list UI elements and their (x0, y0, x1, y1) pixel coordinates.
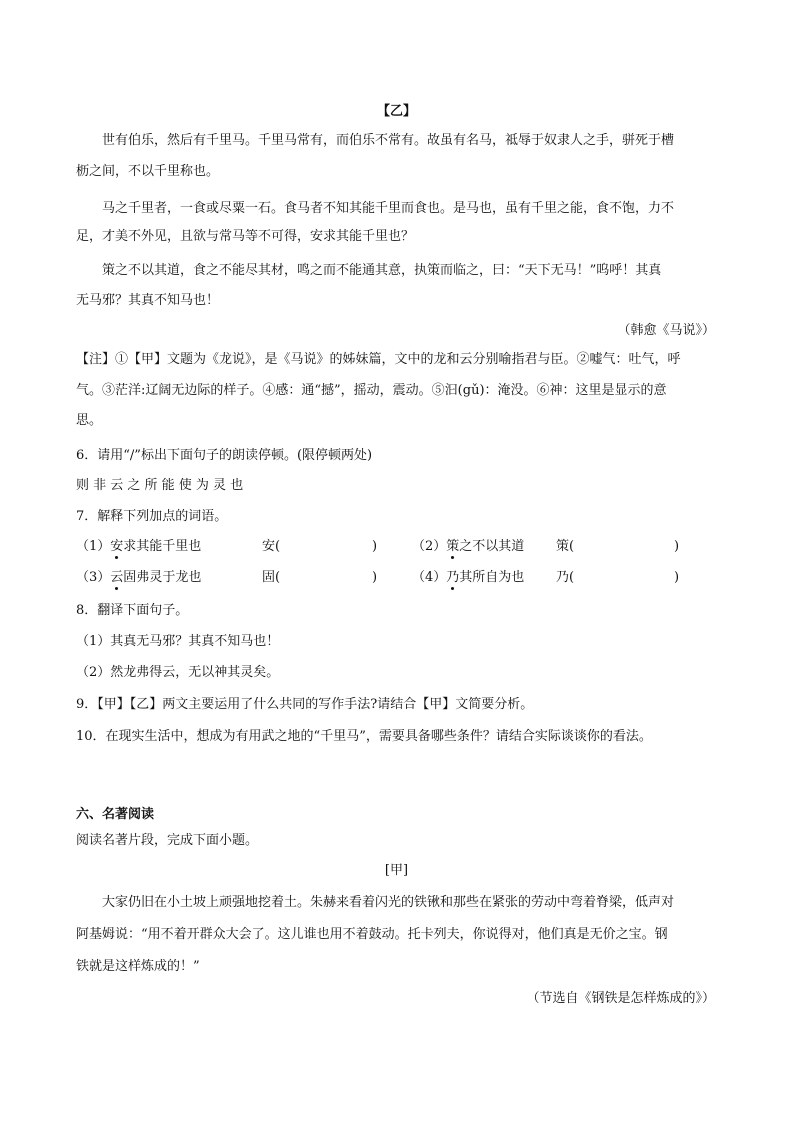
q9-prompt: 9．【甲】【乙】两文主要运用了什么共同的写作手法?请结合【甲】文简要分析。 (76, 697, 534, 712)
q7-item2-paren-open: ( (569, 539, 575, 554)
yi-p1-line2: 枥之间，不以千里称也。 (76, 164, 220, 179)
q7-item3 (76, 569, 201, 587)
q7-item4-answer (556, 569, 574, 587)
q7-item4-paren-open: ( (569, 570, 575, 585)
q8-sentence1: （1）其真无马邪？其真不知马也！ (76, 634, 280, 649)
q7-item2-answer (556, 538, 574, 556)
q10-prompt: 10．在现实生活中，想成为有用武之地的“千里马”，需要具备哪些条件？请结合实际谈谈你的看法。 (76, 729, 652, 744)
yi-heading: 【乙】 (376, 104, 416, 119)
q7-item4-num: （4） (412, 570, 447, 585)
yi-p1-line1: 世有伯乐，然后有千里马。千里马常有，而伯乐不常有。故虽有名马，祗辱于奴隶人之手，骈死于槽 (102, 133, 675, 148)
section6-intro: 阅读名著片段，完成下面小题。 (76, 833, 259, 848)
q7-item3-dotted2: 固 (123, 570, 137, 585)
q7-item4-word: 乃 (556, 570, 570, 585)
q7-item3-rest: 弗灵于龙也 (136, 570, 202, 585)
q7-item3-num: （3） (76, 570, 111, 585)
section6-source: （节选自《钢铁是怎样炼成的》） (526, 991, 715, 1006)
q7-item2 (412, 538, 524, 556)
yi-p3-line2: 无马邪？其真不知马也！ (76, 293, 220, 308)
q8-prompt: 8．翻译下面句子。 (76, 603, 189, 618)
yi-p2-line2: 足，才美不外见，且欲与常马等不可得，安求其能千里也？ (76, 229, 415, 244)
q7-item1-dotted: 安 (110, 539, 124, 554)
section6-p-line3: 铁就是这样炼成的！” (76, 959, 200, 974)
q7-item1-rest: 求其能千里也 (123, 539, 202, 554)
q7-item3-paren-open: ( (275, 570, 281, 585)
q7-item1-answer (262, 538, 280, 556)
q6-prompt: 6．请用“/”标出下面句子的朗读停顿。(限停顿两处) (76, 448, 373, 463)
q7-item2-rest: 之不以其道 (459, 539, 525, 554)
section6-p-line1: 大家仍旧在小土坡上顽强地挖着土。朱赫来看着闪光的铁锹和那些在紧张的劳动中弯着脊梁，低声对 (102, 895, 675, 910)
q7-item3-answer (262, 569, 280, 587)
q7-item1-num: （1） (76, 539, 111, 554)
q7-item4-rest: 其所自为也 (459, 570, 525, 585)
notes-line1: 【注】①【甲】文题为《龙说》，是《马说》的姊妹篇，文中的龙和云分别喻指君与臣。②嘘气：吐气，呼 (76, 352, 681, 367)
q7-item2-word: 策 (556, 539, 570, 554)
q7-item1-paren-open: ( (275, 539, 281, 554)
section6-p-line2: 阿基姆说：“用不着开群众大会了。这儿谁也用不着鼓动。托卡列夫，你说得对，他们真是无价之宝。钢 (76, 927, 668, 942)
q7-item3-word: 固 (262, 570, 276, 585)
yi-p2-line1: 马之千里者，一食或尽粟一石。食马者不知其能千里而食也。是马也，虽有千里之能，食不饱，力不 (102, 201, 675, 216)
q7-item4-paren-close: ) (674, 570, 680, 585)
q7-item2-paren-close: ) (674, 539, 680, 554)
q7-item4 (412, 569, 524, 587)
q6-sentence: 则 非 云 之 所 能 使 为 灵 也 (76, 478, 244, 493)
q7-item1-word: 安 (262, 539, 276, 554)
q7-item2-dotted: 策 (446, 539, 460, 554)
notes-line2: 气。③茫洋:辽阔无边际的样子。④感：通“撼”，摇动，震动。⑤汩(gǔ)：淹没。⑥神：这里是显示的意 (76, 383, 667, 398)
section6-title: 六、名著阅读 (76, 807, 155, 822)
q8-sentence2: （2）然龙弗得云，无以神其灵矣。 (76, 665, 280, 680)
q7-item4-dotted: 乃 (446, 570, 460, 585)
yi-p3-line1: 策之不以其道，食之不能尽其材，鸣之而不能通其意，执策而临之，曰：“天下无马！”呜呼！其真 (102, 263, 662, 278)
q7-item3-dotted: 云 (110, 570, 124, 585)
q7-item1 (76, 538, 201, 556)
q7-item3-paren-close: ) (372, 570, 378, 585)
q7-prompt: 7．解释下列加点的词语。 (76, 509, 228, 524)
section6-jia-heading: [甲] (384, 863, 409, 878)
q7-item1-paren-close: ) (372, 539, 378, 554)
q7-item2-num: （2） (412, 539, 447, 554)
yi-source: （韩愈《马说》） (617, 323, 715, 338)
notes-line3: 思。 (76, 413, 103, 428)
